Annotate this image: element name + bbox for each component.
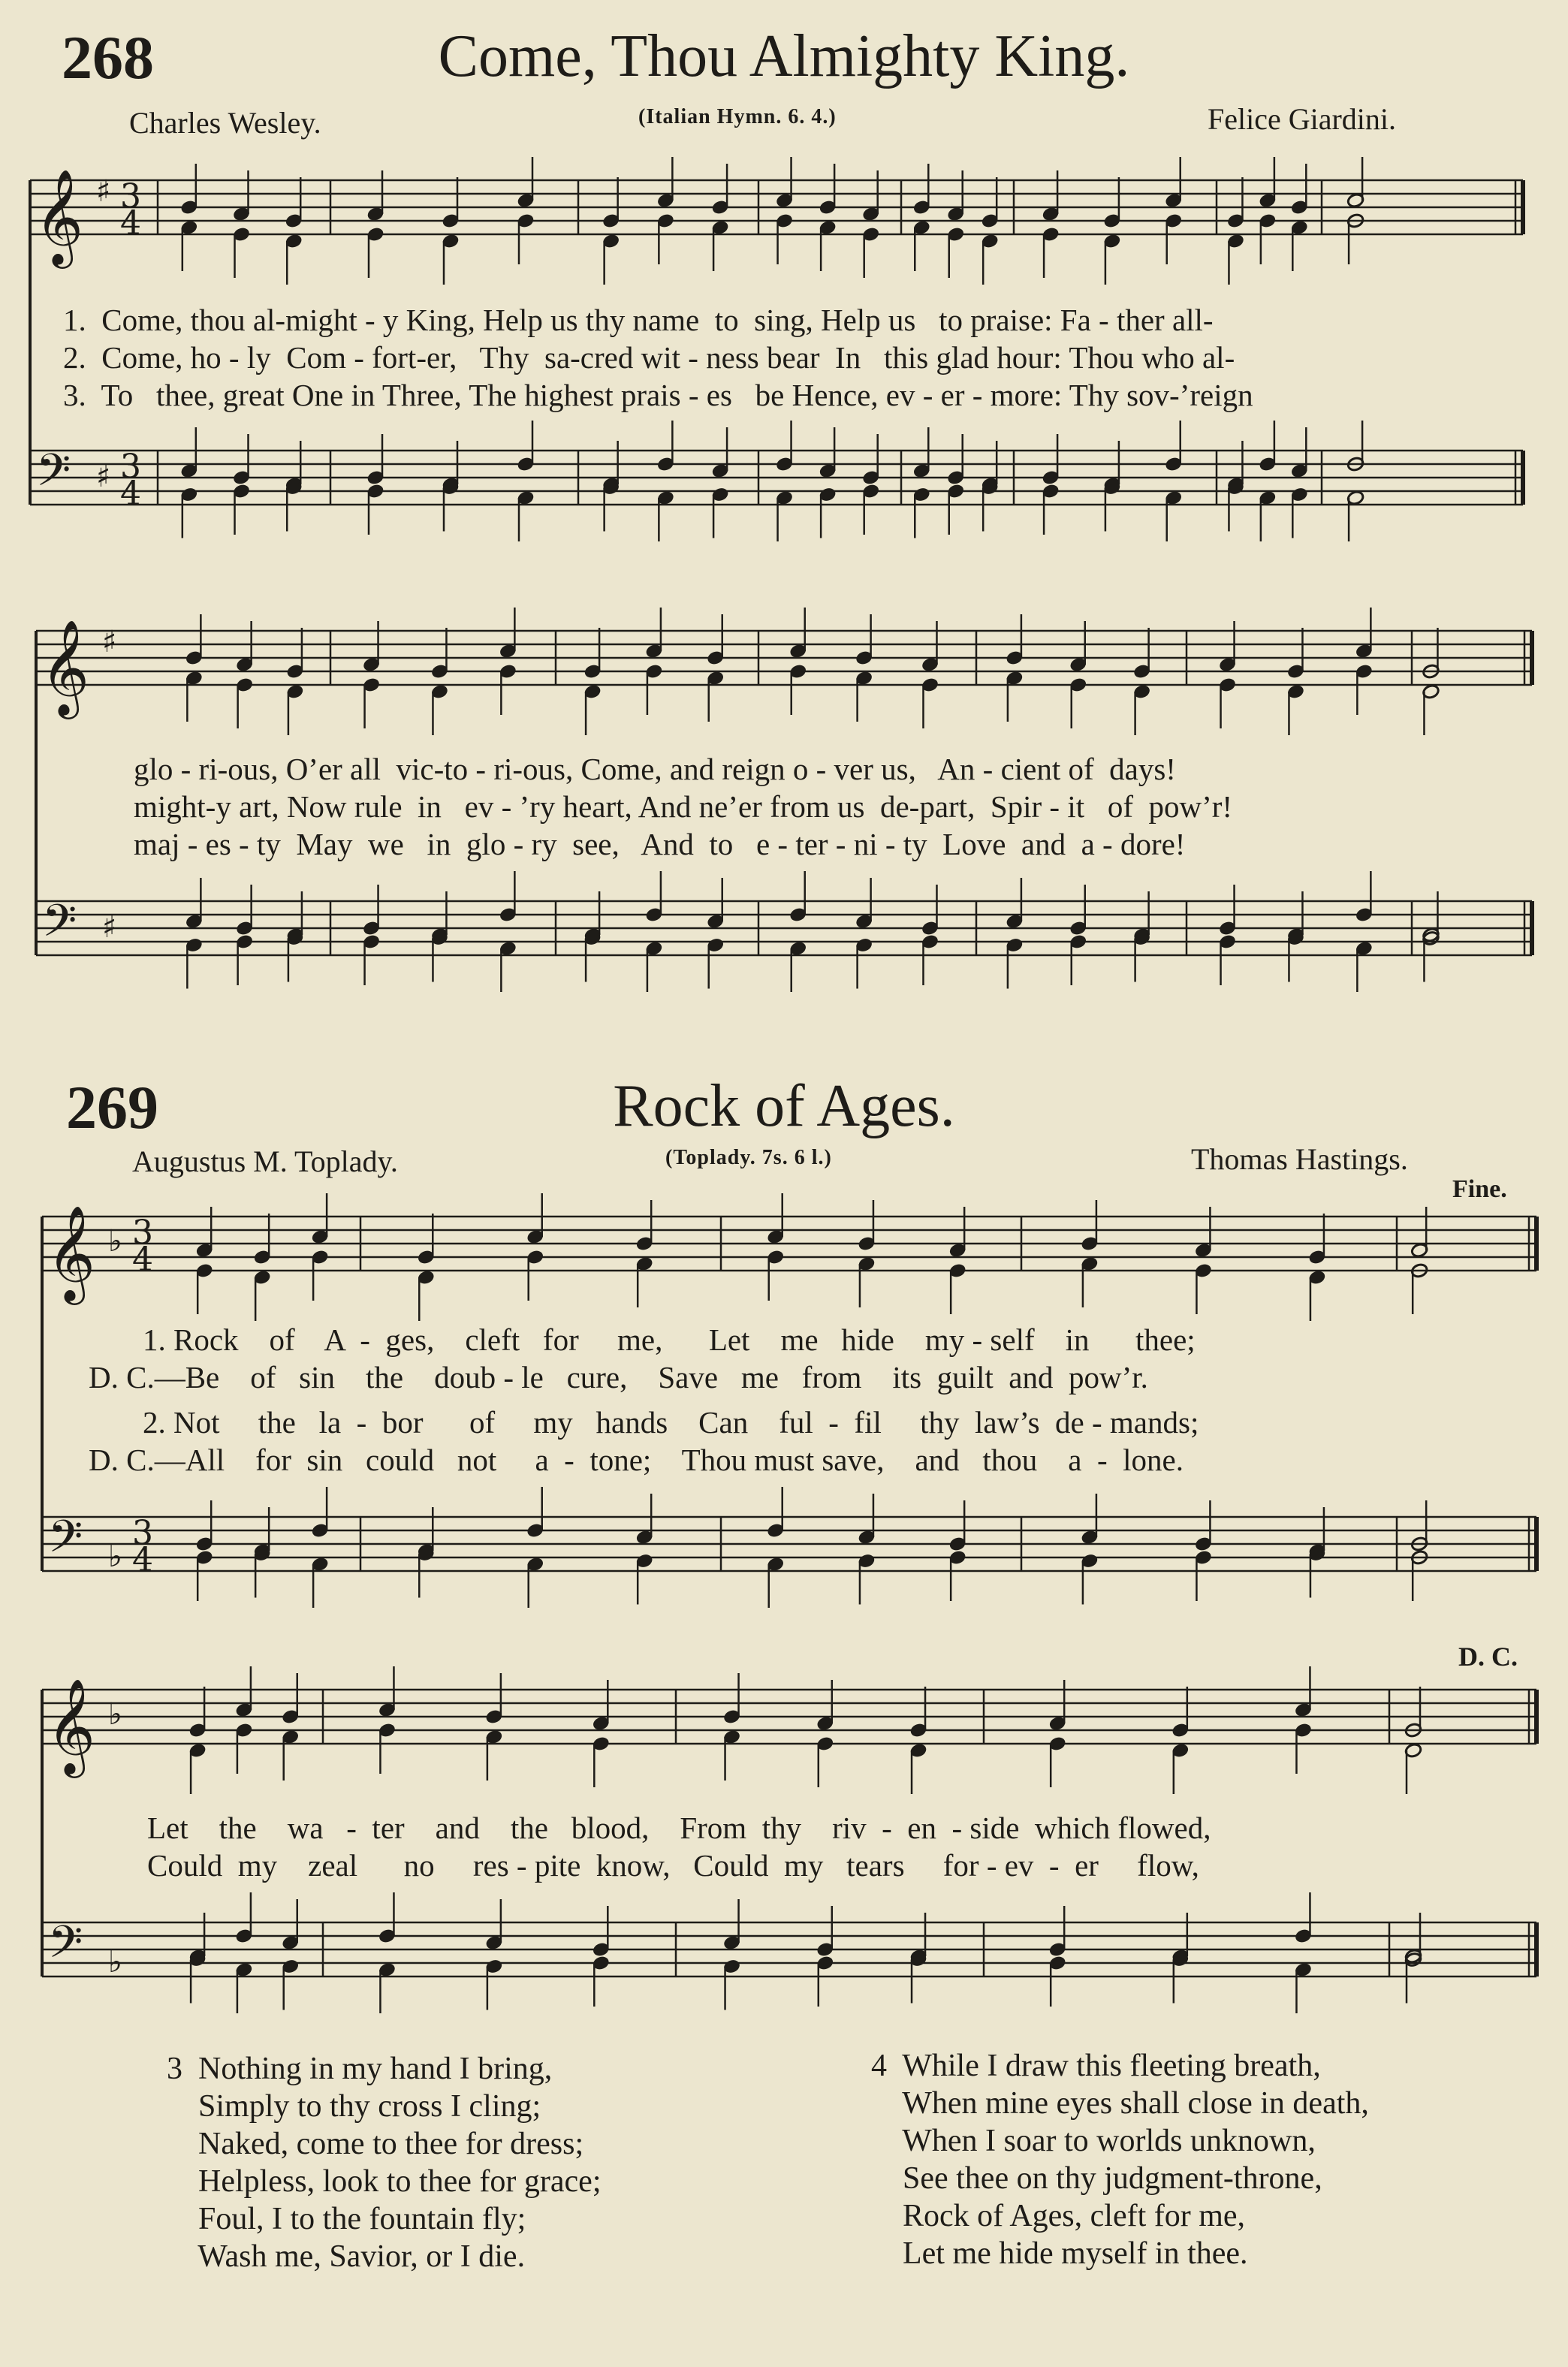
- bass-clef-icon: 𝄢: [42, 894, 77, 957]
- stanza-4: [871, 2047, 1369, 2272]
- dc-mark: D. C.: [1458, 1642, 1518, 1672]
- lyric-line-268-2-1: glo - ri-ous, O’er all vic-to - ri-ous, Come, and reign o - ver us, An - cient of days!: [134, 752, 1176, 786]
- stanza-line: Wash me, Savior, or I die.: [167, 2239, 526, 2274]
- bass-clef-icon: 𝄢: [48, 1510, 83, 1573]
- hymn-composer: Thomas Hastings.: [1191, 1142, 1408, 1176]
- lyric-line-269-2-2: Could my zeal no res - pite know, Could my tears for - ev - er flow,: [147, 1848, 1199, 1883]
- lyric-line-268-2-2: might-y art, Now rule in ev - ’ry heart, And ne’er from us de-part, Spir - it of pow’r!: [134, 789, 1233, 824]
- treble-clef-icon: 𝄞: [35, 168, 84, 264]
- time-signature-icon: 3: [132, 1514, 153, 1552]
- stanza-line: See thee on thy judgment-throne,: [871, 2161, 1322, 2196]
- bass-clef-icon: 𝄢: [48, 1916, 83, 1979]
- hymn-title: Come, Thou Almighty King.: [438, 23, 1130, 89]
- stanza-line: Naked, come to thee for dress;: [167, 2127, 584, 2161]
- stanza-line: 3 Nothing in my hand I bring,: [167, 2052, 553, 2086]
- stanza-line: Rock of Ages, cleft for me,: [871, 2199, 1246, 2233]
- stanza-line: 4 While I draw this fleeting breath,: [871, 2049, 1321, 2083]
- stanza-line: Helpless, look to thee for grace;: [167, 2164, 602, 2199]
- time-signature-icon: 4: [120, 204, 141, 243]
- time-signature-icon: 3: [120, 177, 141, 216]
- stanza-line: Let me hide myself in thee.: [871, 2236, 1248, 2271]
- time-signature-icon: 4: [120, 475, 141, 513]
- lyric-line-269-1-4: D. C.—All for sin could not a - tone; Thou must save, and thou a - lone.: [89, 1443, 1184, 1477]
- hymn-meter: (Italian Hymn. 6. 4.): [638, 105, 837, 128]
- bass-clef-icon: 𝄢: [36, 444, 71, 507]
- hymn-meter: (Toplady. 7s. 6 l.): [665, 1146, 832, 1169]
- time-signature-icon: 4: [132, 1241, 153, 1279]
- lyric-line-269-1-1: 1. Rock of A - ges, cleft for me, Let me hide my - self in thee;: [143, 1322, 1196, 1357]
- key-signature-icon: ♭: [108, 1945, 122, 1980]
- key-signature-icon: ♭: [108, 1224, 122, 1259]
- key-signature-icon: ♯: [102, 625, 117, 659]
- key-signature-icon: ♭: [108, 1539, 122, 1574]
- key-signature-icon: ♭: [108, 1697, 122, 1732]
- stanza-line: When mine eyes shall close in death,: [871, 2086, 1369, 2121]
- hymn-author: Charles Wesley.: [129, 106, 321, 140]
- stanza-line: When I soar to worlds unknown,: [871, 2124, 1316, 2158]
- hymn-number: 269: [66, 1073, 158, 1141]
- time-signature-icon: 3: [120, 448, 141, 486]
- key-signature-icon: ♯: [96, 460, 111, 494]
- hymn-author: Augustus M. Toplady.: [132, 1144, 398, 1178]
- lyric-line-268-1-2: 2. Come, ho - ly Com - fort-er, Thy sa-cred wit - ness bear In this glad hour: Thou who al-: [63, 340, 1235, 375]
- lyric-line-268-1-1: 1. Come, thou al-might - y King, Help us thy name to sing, Help us to praise: Fa - ther all-: [63, 303, 1214, 337]
- lyric-line-269-1-3: 2. Not the la - bor of my hands Can ful - fil thy law’s de - mands;: [143, 1405, 1199, 1440]
- lyric-line-268-2-3: maj - es - ty May we in glo - ry see, And to e - ter - ni - ty Love and a - dore!: [134, 827, 1186, 861]
- key-signature-icon: ♯: [102, 910, 117, 945]
- lyric-line-269-2-1: Let the wa - ter and the blood, From thy riv - en - side which flowed,: [147, 1811, 1211, 1845]
- hymn-number: 268: [62, 23, 154, 92]
- treble-clef-icon: 𝄞: [41, 619, 90, 715]
- fine-mark: Fine.: [1452, 1175, 1507, 1203]
- treble-clef-icon: 𝄞: [47, 1205, 96, 1301]
- treble-clef-icon: 𝄞: [47, 1678, 96, 1774]
- key-signature-icon: ♯: [96, 174, 111, 209]
- stanza-3: [167, 2050, 601, 2275]
- lyric-line-269-1-2: D. C.—Be of sin the doub - le cure, Save me from its guilt and pow’r.: [89, 1360, 1148, 1395]
- stanza-line: Simply to thy cross I cling;: [167, 2089, 541, 2124]
- hymn-composer: Felice Giardini.: [1208, 102, 1397, 136]
- stanza-line: Foul, I to the fountain fly;: [167, 2202, 526, 2236]
- time-signature-icon: 4: [132, 1541, 153, 1579]
- lyric-line-268-1-3: 3. To thee, great One in Three, The highest prais - es be Hence, ev - er - more: Thy sov-’reign: [63, 378, 1253, 412]
- hymn-title: Rock of Ages.: [613, 1073, 955, 1139]
- time-signature-icon: 3: [132, 1214, 153, 1252]
